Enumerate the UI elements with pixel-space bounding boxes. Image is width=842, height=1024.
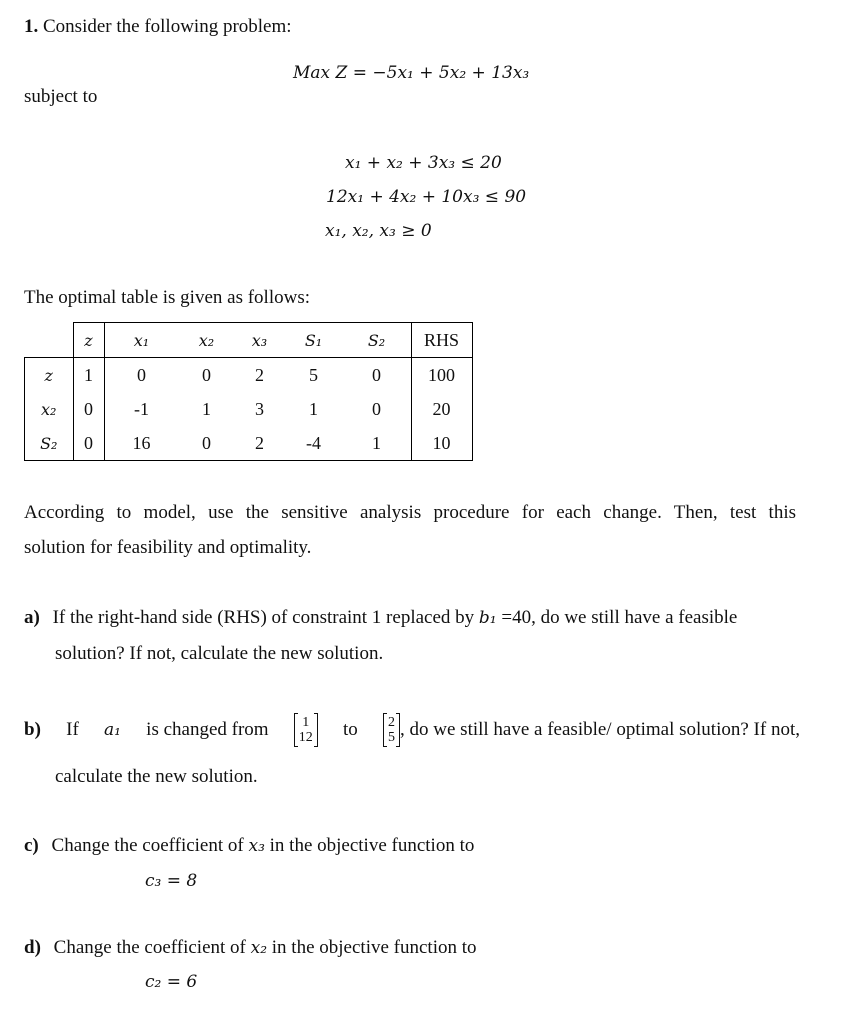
subject-to-label: subject to bbox=[24, 86, 98, 107]
part-c bbox=[24, 835, 474, 857]
part-a-text-pre: If the right-hand side (RHS) of constraint 1 replaced by bbox=[52, 607, 475, 628]
part-d-value: c₂ = 6 bbox=[145, 972, 198, 992]
part-b-changed-from: is changed from bbox=[146, 719, 269, 740]
instructions-line-1: According to model, use the sensitive analysis procedure for each change. Then, test this bbox=[24, 502, 796, 523]
table-cell: 20 bbox=[411, 392, 472, 426]
constraint-nonneg: x₁, x₂, x₃ ≥ 0 bbox=[325, 221, 432, 241]
table-cell: 1 bbox=[309, 398, 318, 419]
problem-heading bbox=[24, 16, 292, 38]
table-cell: 1 bbox=[343, 426, 412, 461]
from-vector-bottom: 12 bbox=[298, 730, 313, 745]
table-cell: 5 bbox=[285, 358, 343, 393]
objective-lhs: Max Z = bbox=[293, 63, 367, 83]
table-cell: 1 bbox=[202, 398, 211, 419]
table-cell: 0 bbox=[343, 358, 412, 393]
part-a-line-2: solution? If not, calculate the new solution. bbox=[55, 643, 384, 664]
part-b-to: to bbox=[343, 719, 358, 740]
part-a bbox=[24, 607, 737, 629]
to-vector-bottom: 5 bbox=[388, 730, 396, 745]
table-header: S₂ bbox=[343, 323, 412, 358]
from-vector bbox=[294, 713, 318, 747]
table-cell: 3 bbox=[255, 398, 264, 419]
table-row bbox=[25, 426, 473, 461]
table-cell: 16 bbox=[104, 426, 179, 461]
basic-variable: z bbox=[25, 358, 74, 393]
table-header: x₁ bbox=[104, 323, 179, 358]
part-d-label: d) bbox=[24, 937, 41, 958]
objective-rhs: −5x₁ + 5x₂ + 13x₃ bbox=[372, 63, 530, 83]
table-header: z bbox=[73, 323, 104, 358]
table-header: RHS bbox=[411, 323, 472, 358]
to-vector-top: 2 bbox=[388, 715, 396, 730]
part-c-text-post: in the objective function to bbox=[269, 835, 475, 856]
objective-function bbox=[293, 63, 529, 83]
table-cell: 0 bbox=[179, 358, 235, 393]
part-c-text-pre: Change the coefficient of bbox=[51, 835, 244, 856]
instructions-line-2: solution for feasibility and optimality. bbox=[24, 537, 312, 558]
part-b bbox=[24, 713, 800, 747]
table-header: S₁ bbox=[285, 323, 343, 358]
to-vector bbox=[383, 713, 400, 747]
table-cell: -4 bbox=[285, 426, 343, 461]
table-row bbox=[25, 392, 473, 426]
table-header: x₃ bbox=[235, 323, 285, 358]
table-cell: 2 bbox=[235, 358, 285, 393]
table-cell: 0 bbox=[179, 426, 235, 461]
part-b-variable: a₁ bbox=[104, 720, 121, 740]
table-cell: 0 bbox=[73, 392, 104, 426]
table-header-row bbox=[25, 323, 473, 358]
part-d-variable: x₂ bbox=[250, 938, 268, 958]
constraint-1: x₁ + x₂ + 3x₃ ≤ 20 bbox=[345, 153, 502, 173]
table-cell: 0 bbox=[104, 358, 179, 393]
problem-heading-text: Consider the following problem: bbox=[43, 16, 292, 37]
table-cell: 2 bbox=[235, 426, 285, 461]
part-b-text-post: , do we still have a feasible/ optimal solution? If not, bbox=[400, 719, 800, 740]
part-d-text-pre: Change the coefficient of bbox=[53, 937, 246, 958]
part-c-variable: x₃ bbox=[248, 836, 265, 856]
table-cell: 0 bbox=[372, 398, 381, 419]
optimal-simplex-table bbox=[24, 322, 473, 461]
from-vector-top: 1 bbox=[302, 715, 310, 730]
table-header: x₂ bbox=[179, 323, 235, 358]
part-a-label: a) bbox=[24, 607, 40, 628]
part-c-value: c₃ = 8 bbox=[145, 871, 198, 891]
part-d-text-post: in the objective function to bbox=[271, 937, 477, 958]
table-cell: -1 bbox=[104, 392, 179, 426]
part-b-line-2: calculate the new solution. bbox=[55, 766, 258, 787]
problem-number: 1. bbox=[24, 16, 39, 37]
part-a-text-post: =40, do we still have a feasible bbox=[501, 607, 738, 628]
part-b-if: If bbox=[66, 719, 79, 740]
basic-variable: x₂ bbox=[25, 392, 74, 426]
table-cell: 100 bbox=[411, 358, 472, 393]
table-cell: 0 bbox=[73, 426, 104, 461]
part-b-label: b) bbox=[24, 719, 41, 740]
table-cell: 10 bbox=[411, 426, 472, 461]
optimal-table-intro: The optimal table is given as follows: bbox=[24, 287, 311, 308]
part-c-label: c) bbox=[24, 835, 39, 856]
table-row bbox=[25, 358, 473, 393]
part-d bbox=[24, 937, 477, 959]
constraint-2: 12x₁ + 4x₂ + 10x₃ ≤ 90 bbox=[326, 187, 527, 207]
part-a-variable: b₁ bbox=[478, 608, 497, 628]
table-cell: 1 bbox=[73, 358, 104, 393]
basic-variable: S₂ bbox=[25, 426, 74, 461]
